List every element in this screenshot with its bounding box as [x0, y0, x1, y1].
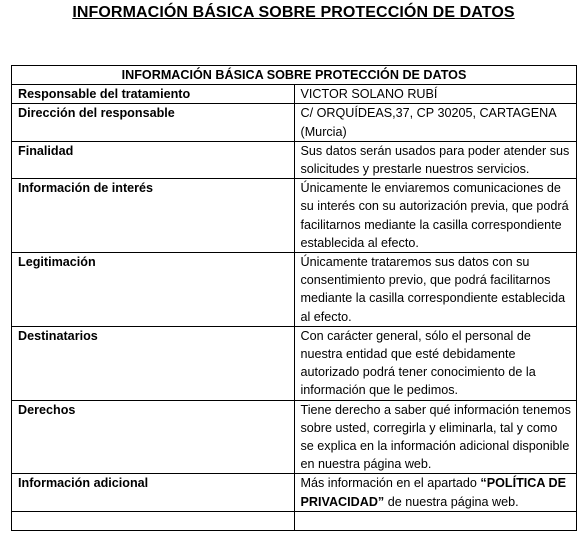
row-label-direccion: Dirección del responsable: [12, 104, 295, 141]
empty-label-cell: [12, 511, 295, 530]
row-value-informacion-adicional: [294, 474, 577, 511]
data-protection-table: [11, 65, 577, 531]
empty-table-row: [12, 511, 577, 530]
table-row: [12, 179, 577, 253]
table-row: [12, 253, 577, 327]
row-label-informacion-interes: Información de interés: [12, 179, 295, 253]
row-label-legitimacion: Legitimación: [12, 253, 295, 327]
row-label-informacion-adicional: Información adicional: [12, 474, 295, 511]
table-row: [12, 141, 577, 178]
value-prefix: Más información en el apartado: [300, 476, 481, 491]
privacy-policy-reference: “POLÍTICA DE PRIVACIDAD”: [300, 476, 567, 509]
row-label-derechos: Derechos: [12, 400, 295, 474]
row-value-responsable: VICTOR SOLANO RUBÍ: [294, 85, 577, 104]
table-row: [12, 400, 577, 474]
table-row: [12, 85, 577, 104]
row-value-direccion: C/ ORQUÍDEAS,37, CP 30205, CARTAGENA (Murcia): [294, 104, 577, 141]
table-header-row: [12, 66, 577, 85]
row-value-informacion-interes: Únicamente le enviaremos comunicaciones de su interés con su autorización previa, que podrá facilitarnos mediante la casilla correspondiente establecida al efecto.: [294, 179, 577, 253]
table-row: [12, 326, 577, 400]
page-title: INFORMACIÓN BÁSICA SOBRE PROTECCIÓN DE DATOS: [72, 4, 515, 21]
row-value-finalidad: Sus datos serán usados para poder atender sus solicitudes y prestarle nuestros servicios.: [294, 141, 577, 178]
empty-value-cell: [294, 511, 577, 530]
table-row: [12, 474, 577, 511]
table-header: INFORMACIÓN BÁSICA SOBRE PROTECCIÓN DE DATOS: [12, 66, 577, 85]
row-label-destinatarios: Destinatarios: [12, 326, 295, 400]
value-suffix: de nuestra página web.: [384, 494, 519, 509]
row-label-finalidad: Finalidad: [12, 141, 295, 178]
row-value-destinatarios: Con carácter general, sólo el personal de nuestra entidad que esté debidamente autorizado podrá tener conocimiento de la información que le pedimos.: [294, 326, 577, 400]
table-row: [12, 104, 577, 141]
row-value-derechos: Tiene derecho a saber qué información tenemos sobre usted, corregirla y eliminarla, tal y como se explica en la información adicional disponible en nuestra página web.: [294, 400, 577, 474]
row-value-legitimacion: Únicamente trataremos sus datos con su consentimiento previo, que podrá facilitarnos mediante la casilla correspondiente establecida al efecto.: [294, 253, 577, 327]
row-label-responsable: Responsable del tratamiento: [12, 85, 295, 104]
